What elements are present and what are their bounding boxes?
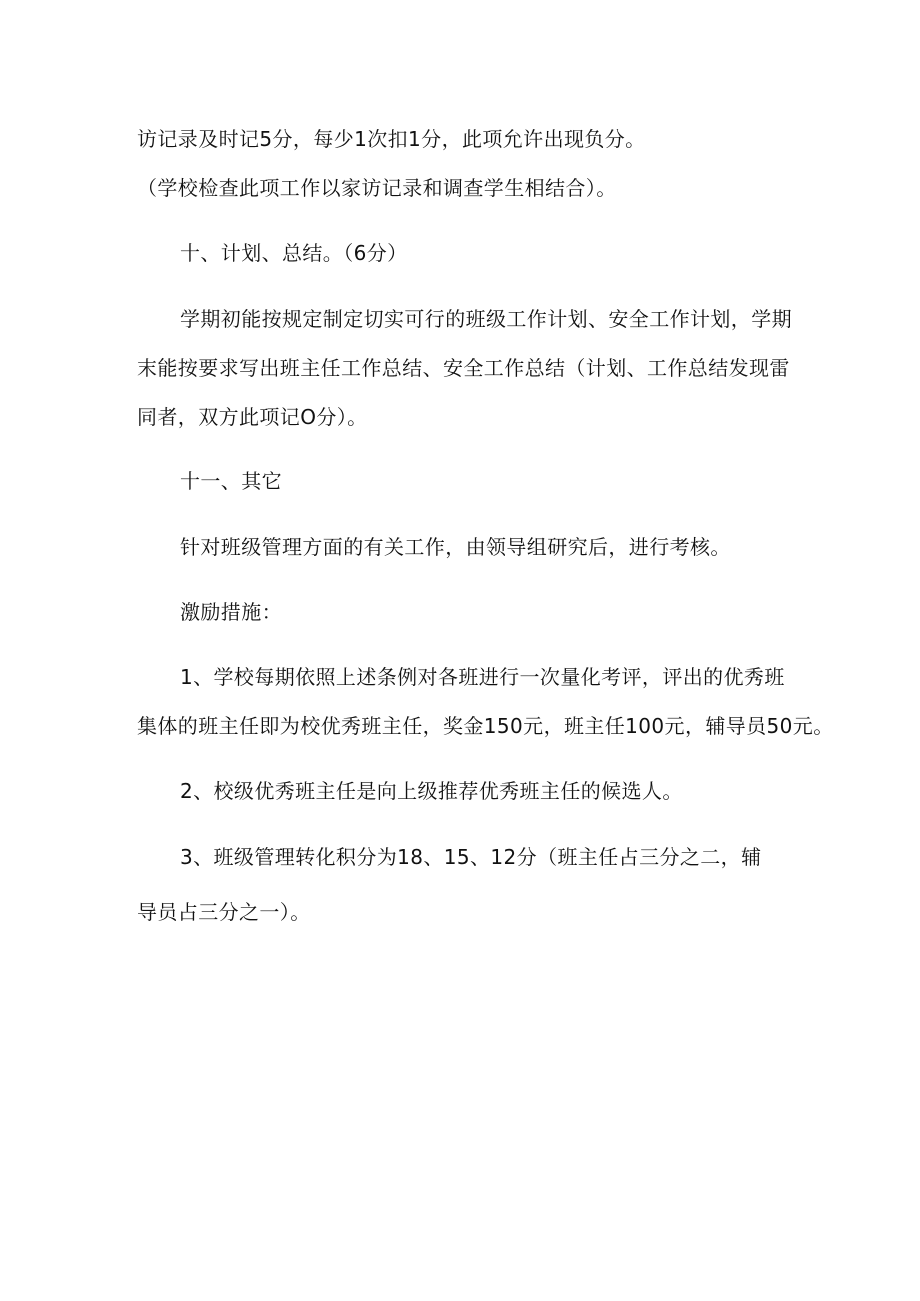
incentive-heading: 激励措施： <box>180 600 282 624</box>
text-line: 同者，双方此项记O分）。 <box>137 405 368 429</box>
text-line: 导员占三分之一）。 <box>137 900 311 924</box>
section-heading-other: 十一、其它 <box>180 469 282 493</box>
text-line: 针对班级管理方面的有关工作，由领导组研究后，进行考核。 <box>180 535 731 559</box>
text-line: 学期初能按规定制定切实可行的班级工作计划、安全工作计划，学期 <box>180 307 792 331</box>
list-item: 1、学校每期依照上述条例对各班进行一次量化考评，评出的优秀班 <box>180 665 785 689</box>
list-item: 2、校级优秀班主任是向上级推荐优秀班主任的候选人。 <box>180 779 683 803</box>
text-line: 访记录及时记5分，每少1次扣1分，此项允许出现负分。 <box>137 127 646 151</box>
list-item: 3、班级管理转化积分为18、15、12分（班主任占三分之二，辅 <box>180 845 762 869</box>
text-line: （学校检查此项工作以家访记录和调查学生相结合）。 <box>137 176 617 200</box>
text-line: 末能按要求写出班主任工作总结、安全工作总结（计划、工作总结发现雷 <box>137 356 790 380</box>
text-line: 集体的班主任即为校优秀班主任，奖金150元，班主任100元，辅导员50元。 <box>137 714 834 738</box>
section-heading-plan-summary: 十、计划、总结。（6分） <box>180 241 408 265</box>
